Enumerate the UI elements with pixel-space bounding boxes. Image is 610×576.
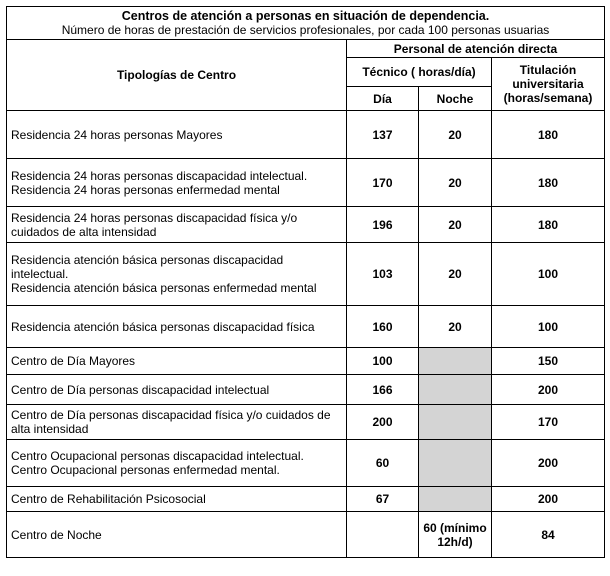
row-name-line: Residencia 24 horas personas Mayores [11, 127, 223, 142]
table-subtitle: Número de horas de prestación de servicios profesionales, por cada 100 personas usuarias [61, 23, 550, 37]
row-name-line: Centro de Día Mayores [11, 354, 136, 368]
table-row [7, 348, 605, 375]
table-title: Centros de atención a personas en situación de dependencia. [121, 9, 490, 23]
header-noche: Noche [419, 87, 492, 111]
cell-dia: 166 [347, 375, 419, 405]
cell-noche: 60 (mínimo 12h/d) [419, 512, 492, 558]
row-name [7, 487, 347, 512]
header-tipologias: Tipologías de Centro [7, 40, 347, 111]
row-name [7, 348, 347, 375]
cell-titulacion: 180 [492, 111, 605, 159]
row-name [7, 159, 347, 207]
row-name [7, 207, 347, 243]
row-name-line: Residencia atención básica personas discapacidad intelectual. [11, 253, 284, 281]
cell-titulacion: 180 [492, 159, 605, 207]
table-row [7, 405, 605, 440]
cell-titulacion: 100 [492, 243, 605, 306]
cell-noche [419, 348, 492, 375]
cell-dia: 170 [347, 159, 419, 207]
table-row [7, 487, 605, 512]
cell-titulacion: 100 [492, 306, 605, 348]
row-name-line: Centro Ocupacional personas enfermedad mental. [11, 463, 280, 477]
header-personal: Personal de atención directa [347, 40, 605, 58]
row-name-line: Centro de Día personas discapacidad física y/o cuidados de alta intensidad [11, 408, 331, 436]
table-row [7, 243, 605, 306]
table-row [7, 111, 605, 159]
row-name [7, 111, 347, 159]
cell-titulacion: 200 [492, 375, 605, 405]
row-name [7, 306, 347, 348]
row-name [7, 405, 347, 440]
cell-noche: 20 [419, 243, 492, 306]
header-tecnico: Técnico ( horas/día) [347, 58, 492, 87]
row-name [7, 440, 347, 487]
row-name [7, 512, 347, 558]
row-name-line: Centro Ocupacional personas discapacidad intelectual. [11, 449, 304, 463]
cell-noche: 20 [419, 306, 492, 348]
cell-noche [419, 375, 492, 405]
cell-noche [419, 487, 492, 512]
cell-dia: 160 [347, 306, 419, 348]
table-row [7, 440, 605, 487]
row-name-line: Residencia 24 horas personas enfermedad mental [11, 182, 280, 197]
row-name-line: Residencia atención básica personas enfermedad mental [11, 281, 317, 295]
cell-titulacion: 200 [492, 487, 605, 512]
row-name [7, 243, 347, 306]
row-name-line: Centro de Noche [11, 527, 102, 542]
cell-titulacion: 84 [492, 512, 605, 558]
header-dia: Día [347, 87, 419, 111]
row-name [7, 375, 347, 405]
cell-dia: 60 [347, 440, 419, 487]
header-titulacion: Titulación universitaria (horas/semana) [492, 58, 605, 111]
cell-noche: 20 [419, 207, 492, 243]
table-row [7, 207, 605, 243]
cell-dia: 67 [347, 487, 419, 512]
cell-noche: 20 [419, 159, 492, 207]
hours-table [6, 6, 605, 558]
cell-dia [347, 512, 419, 558]
table-row [7, 512, 605, 558]
cell-titulacion: 150 [492, 348, 605, 375]
cell-titulacion: 180 [492, 207, 605, 243]
row-name-line: Residencia 24 horas personas discapacidad física y/o cuidados de alta intensidad [11, 210, 298, 239]
row-name-line: Residencia atención básica personas discapacidad física [11, 319, 315, 334]
row-name-line: Centro de Rehabilitación Psicosocial [11, 492, 206, 506]
table-body [7, 111, 605, 558]
cell-dia: 103 [347, 243, 419, 306]
cell-dia: 196 [347, 207, 419, 243]
cell-noche [419, 405, 492, 440]
cell-dia: 200 [347, 405, 419, 440]
cell-dia: 137 [347, 111, 419, 159]
cell-dia: 100 [347, 348, 419, 375]
cell-titulacion: 170 [492, 405, 605, 440]
table-row [7, 306, 605, 348]
cell-noche [419, 440, 492, 487]
table-row [7, 159, 605, 207]
table-caption [7, 7, 605, 40]
cell-noche: 20 [419, 111, 492, 159]
row-name-line: Residencia 24 horas personas discapacidad intelectual. [11, 168, 308, 183]
cell-titulacion: 200 [492, 440, 605, 487]
table-row [7, 375, 605, 405]
document [6, 6, 604, 558]
row-name-line: Centro de Día personas discapacidad intelectual [11, 382, 270, 397]
